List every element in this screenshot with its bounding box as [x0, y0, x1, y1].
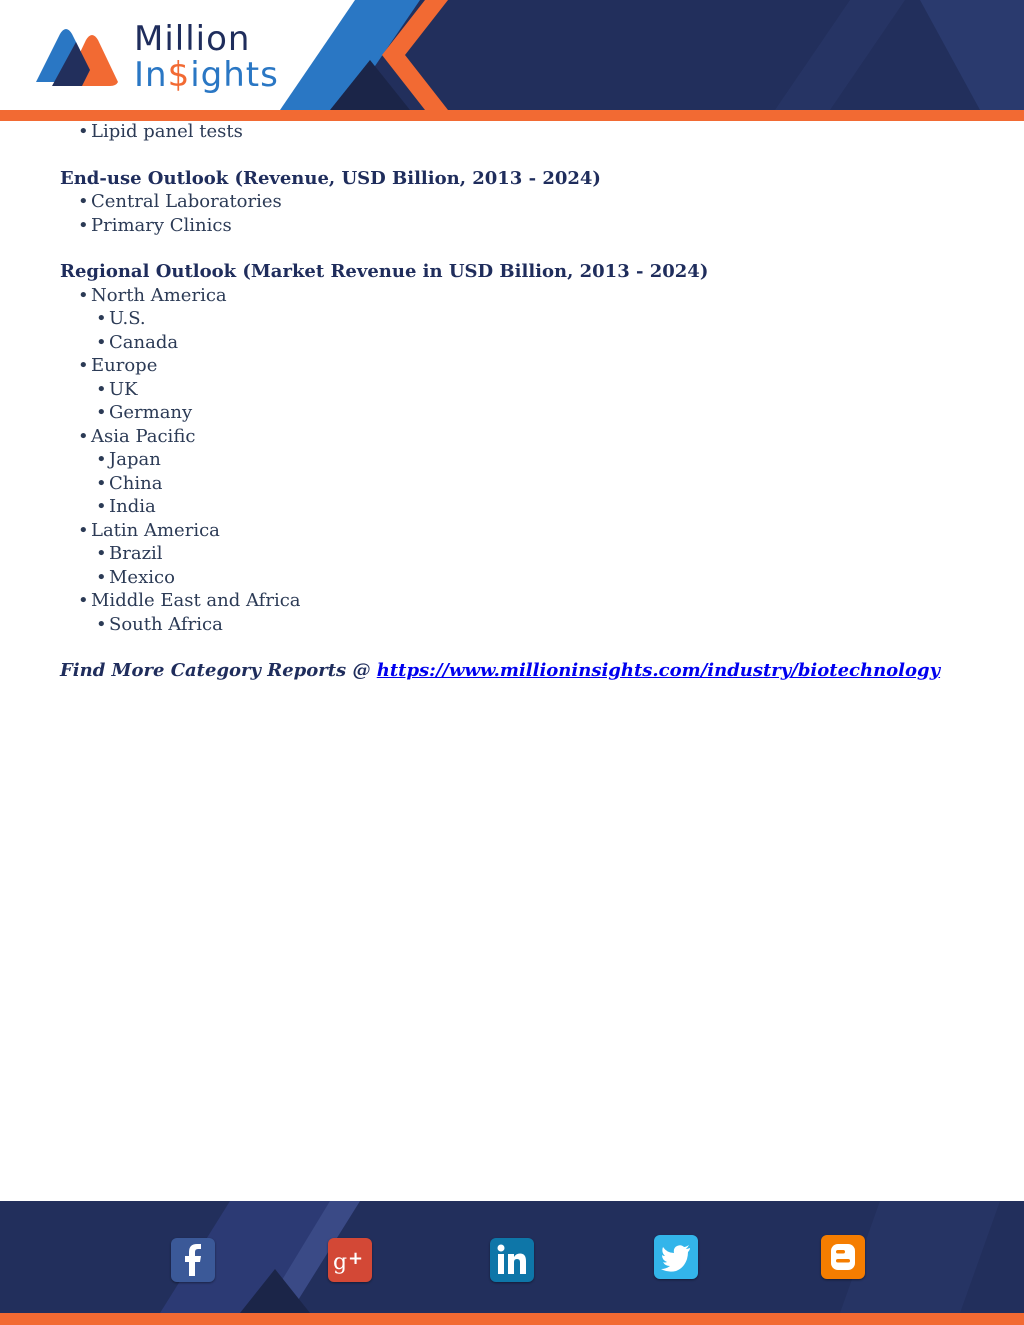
logo-mark-icon	[30, 22, 130, 92]
region-item: • Latin America	[78, 519, 220, 541]
category-reports-link[interactable]: https://www.millioninsights.com/industry/biotechnology	[376, 660, 941, 681]
country-item: • Japan	[96, 449, 161, 470]
report-content	[60, 120, 960, 683]
find-more-label: Find More Category Reports @	[60, 660, 371, 681]
country-item: • U.S.	[96, 308, 146, 329]
country-item: • Germany	[96, 402, 193, 423]
page-header	[0, 0, 1024, 121]
svg-text:+: +	[348, 1248, 364, 1269]
google-plus-icon[interactable]	[328, 1238, 372, 1282]
region-item: • Europe	[78, 355, 158, 376]
page-footer	[0, 1201, 1024, 1325]
logo-text-insights: In$ights	[134, 55, 279, 95]
blogger-icon[interactable]	[821, 1235, 865, 1279]
list-item: • Central Laboratories	[78, 191, 282, 212]
list-item: • Primary Clinics	[78, 214, 232, 236]
region-item: • Asia Pacific	[78, 425, 196, 447]
section-heading-end-use: End-use Outlook (Revenue, USD Billion, 2013 - 2024)	[60, 167, 601, 189]
million-insights-logo[interactable]	[30, 20, 280, 100]
country-item: • India	[96, 496, 156, 517]
twitter-icon[interactable]	[654, 1235, 698, 1279]
linkedin-icon[interactable]	[490, 1238, 534, 1282]
section-heading-regional: Regional Outlook (Market Revenue in USD Billion, 2013 - 2024)	[60, 261, 709, 282]
country-item: • Brazil	[96, 543, 163, 564]
region-item: • Middle East and Africa	[78, 590, 301, 611]
country-item: • Mexico	[96, 566, 175, 588]
country-item: • Canada	[96, 331, 179, 353]
facebook-icon[interactable]	[171, 1238, 215, 1282]
country-item: • China	[96, 472, 163, 494]
country-item: • South Africa	[96, 613, 223, 635]
list-item: • Lipid panel tests	[78, 121, 243, 142]
logo-text-million: Million	[134, 19, 251, 59]
region-item: • North America	[78, 284, 227, 306]
country-item: • UK	[96, 378, 138, 400]
find-more-line	[60, 659, 960, 683]
svg-text:g: g	[333, 1250, 348, 1275]
